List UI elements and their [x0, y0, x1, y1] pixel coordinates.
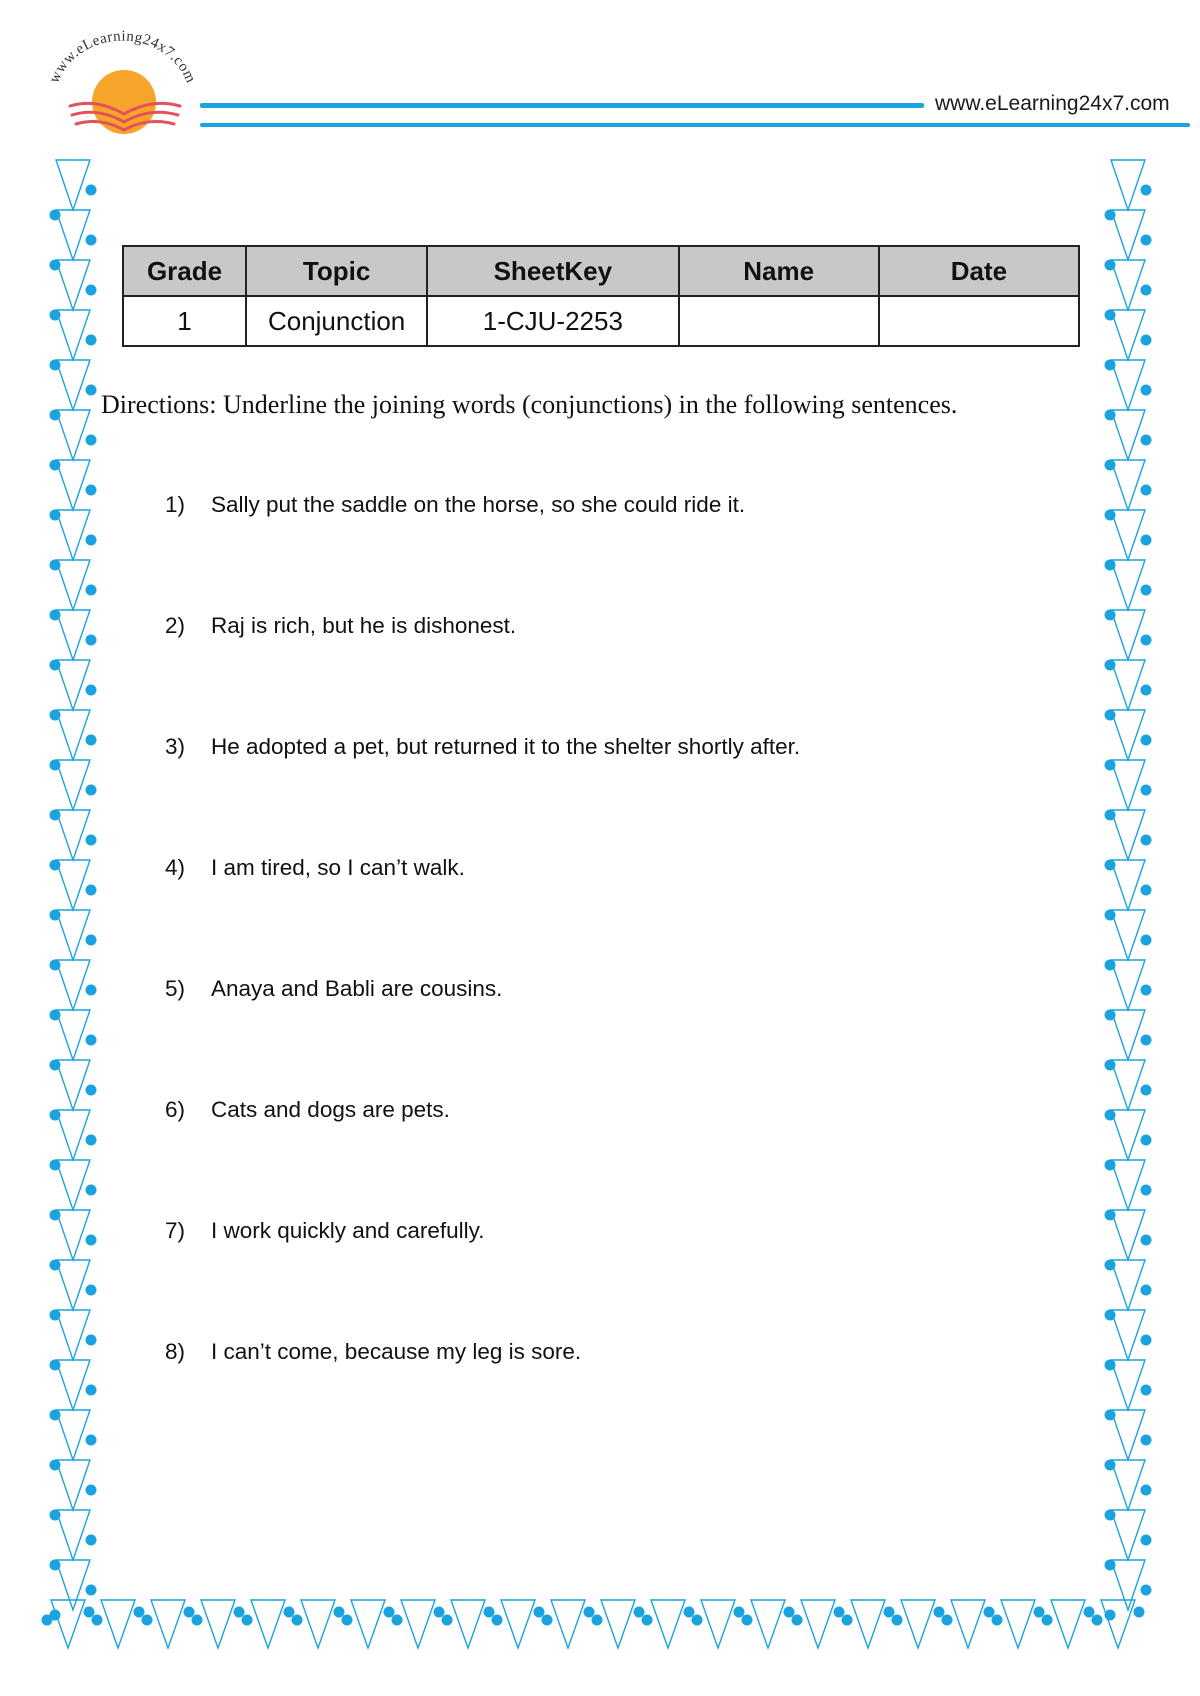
question-text[interactable]: Raj is rich, but he is dishonest. [211, 613, 517, 638]
directions-text: Directions: Underline the joining words (conjunctions) in the following sentences. [101, 390, 958, 419]
question-number: 6) [165, 1097, 186, 1122]
value-date-field[interactable] [879, 296, 1079, 346]
question-text[interactable]: Cats and dogs are pets. [211, 1097, 450, 1122]
value-name-field[interactable] [679, 296, 879, 346]
header-name: Name [679, 246, 879, 296]
question-item [165, 1218, 484, 1244]
question-text[interactable]: I am tired, so I can’t walk. [211, 855, 465, 880]
question-item [165, 492, 745, 518]
question-number: 5) [165, 976, 186, 1001]
question-text[interactable]: Sally put the saddle on the horse, so she could ride it. [211, 492, 746, 517]
question-item [165, 613, 516, 639]
question-text[interactable]: He adopted a pet, but returned it to the shelter shortly after. [211, 734, 801, 759]
site-url: www.eLearning24x7.com [935, 92, 1170, 115]
logo-arc-text: www.eLearning24x7.com [46, 28, 199, 86]
header-sheetkey: SheetKey [427, 246, 678, 296]
question-number: 4) [165, 855, 186, 880]
worksheet-info-table [122, 245, 1080, 347]
question-text[interactable]: Anaya and Babli are cousins. [211, 976, 503, 1001]
question-number: 7) [165, 1218, 186, 1243]
info-table-value-row [123, 296, 1079, 346]
question-number: 1) [165, 492, 186, 517]
header-date: Date [879, 246, 1079, 296]
border-right [1105, 160, 1152, 1621]
info-table-header-row [123, 246, 1079, 296]
question-text[interactable]: I work quickly and carefully. [211, 1218, 485, 1243]
value-topic: Conjunction [246, 296, 427, 346]
border-bottom [42, 1600, 1145, 1648]
header-grade: Grade [123, 246, 246, 296]
question-number: 8) [165, 1339, 186, 1364]
question-item [165, 1097, 450, 1123]
question-number: 3) [165, 734, 186, 759]
value-grade: 1 [123, 296, 246, 346]
header-topic: Topic [246, 246, 427, 296]
question-item [165, 1339, 581, 1365]
border-left [50, 160, 97, 1621]
question-number: 2) [165, 613, 186, 638]
question-item [165, 976, 502, 1002]
question-item [165, 855, 465, 881]
question-text[interactable]: I can’t come, because my leg is sore. [211, 1339, 582, 1364]
value-sheetkey: 1-CJU-2253 [427, 296, 678, 346]
question-item [165, 734, 800, 760]
